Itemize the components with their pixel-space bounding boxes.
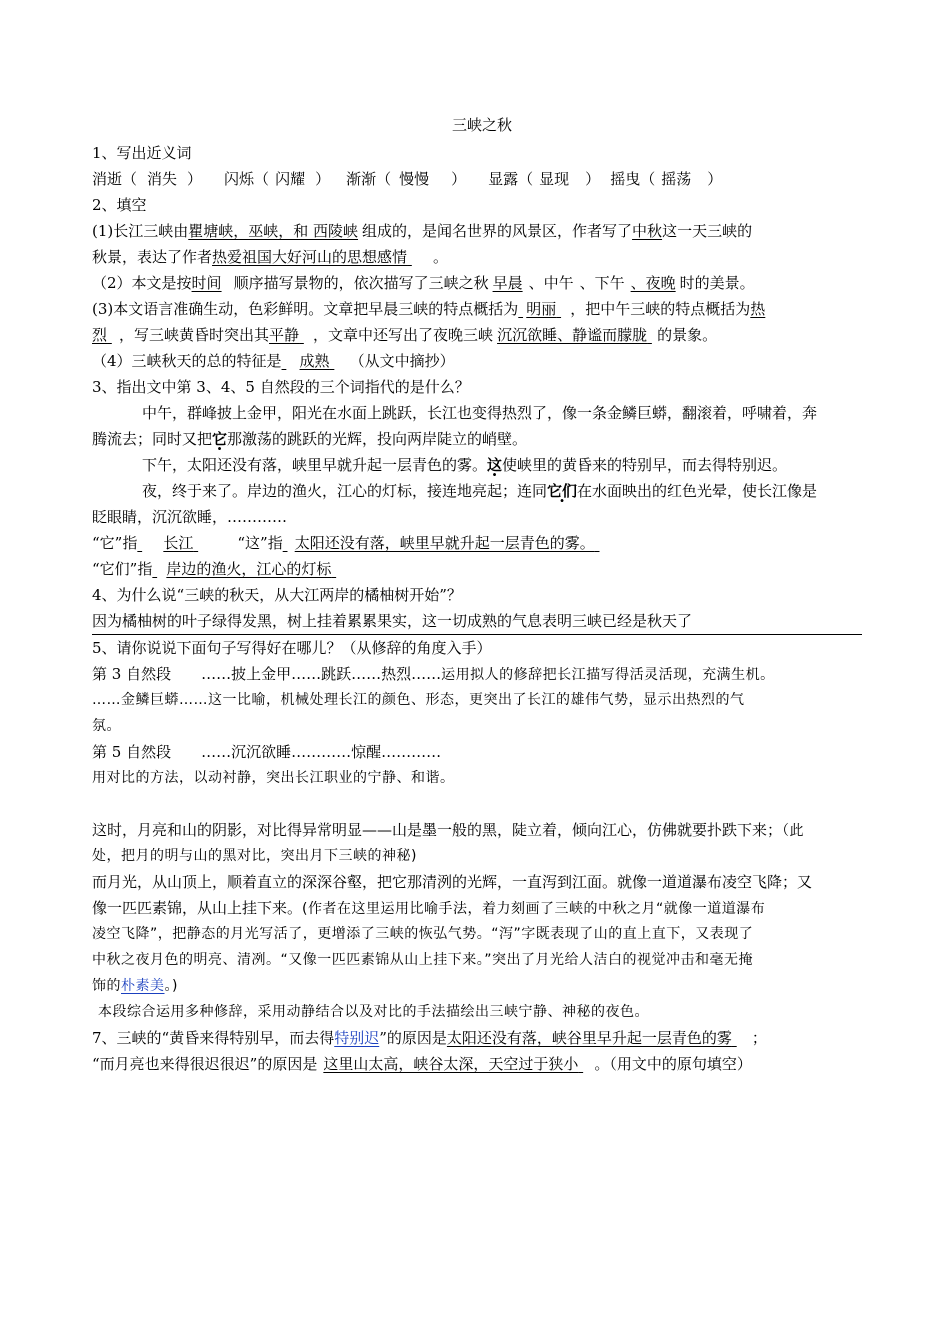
q6-line4 <box>92 895 872 921</box>
emphasis-word-it: 它 <box>212 430 228 448</box>
q3-para4 <box>92 452 872 478</box>
q2-item2 <box>92 270 872 296</box>
q4-heading: 4、为什么说“三峡的秋天，从大江两岸的橘柚树开始”？ <box>92 586 462 604</box>
worksheet <box>92 112 872 1077</box>
q2-item1-line2 <box>92 244 872 270</box>
q5-s2-note: 用对比的方法，以动衬静，突出长江职业的宁静、和谐。 <box>92 770 455 786</box>
q2-item3-line2 <box>92 322 872 348</box>
synonym-close: ） <box>707 170 723 188</box>
blank-pad <box>595 530 615 556</box>
highlighted-phrase[interactable]: 朴素美 <box>121 978 165 994</box>
synonym-close: ） <box>585 170 601 188</box>
q5-heading: 5、请你说说下面句子写得好在哪儿？（从修辞的角度入手） <box>92 639 492 657</box>
synonym-answer: 显现 <box>539 170 570 188</box>
q5-s1-line3: 氛。 <box>92 718 121 734</box>
answer-blank: 平静 <box>269 326 300 344</box>
synonym-word: 显露（ <box>488 170 534 188</box>
q2-item4 <box>92 348 872 374</box>
blank-pad <box>283 530 295 556</box>
blank-pad <box>152 556 166 582</box>
q5-s2-line1 <box>92 739 872 765</box>
synonym-answer: 消失 <box>147 170 178 188</box>
answer-blank: 长江 <box>163 534 194 552</box>
synonym-word: 闪烁（ <box>224 170 270 188</box>
q7-line2 <box>92 1051 872 1077</box>
q6-line1 <box>92 817 872 843</box>
text: 、中午 <box>528 274 574 292</box>
text: 顺序描写景物的，依次描写了三峡之秋 <box>233 274 489 292</box>
text: 像一匹匹素锦，从山上挂下来。 <box>92 899 303 917</box>
analysis-note: （此 <box>782 823 805 839</box>
q6-line5: 凌空飞降”，把静态的月光写活了，更增添了三峡的恢弘气势。“泻”字既表现了山的直上直下，又表现了 <box>92 926 754 942</box>
q6-line6: 中秋之夜月色的明亮、清冽。“又像一匹匹素锦从山上挂下来。”突出了月光给人洁白的视觉冲击和毫无掩 <box>92 952 754 968</box>
q2-heading: 2、填空 <box>92 196 147 214</box>
q2-item1-line1 <box>92 218 872 244</box>
analysis-note: (作者在这里运用比喻手法，着力刻画了三峡的中秋之月“就像一道道瀑布 <box>302 901 766 917</box>
answer-blank: 成熟 <box>299 352 330 370</box>
text: 。) <box>164 978 178 994</box>
q1-heading: 1、写出近义词 <box>92 144 192 162</box>
spacer <box>92 791 872 817</box>
blank-pad <box>732 1025 746 1051</box>
q1-synonyms <box>92 166 872 192</box>
paragraph-label: 第 5 自然段 <box>92 743 172 761</box>
quoted-phrase: ……沉沉欲睡…………惊醒………… <box>201 743 442 761</box>
q5-s1-line1 <box>92 661 872 687</box>
emphasis-word-they: 它们 <box>547 482 578 500</box>
blank-pad <box>193 530 217 556</box>
text: 这一天三峡的 <box>662 222 753 240</box>
q3-para3-line2 <box>92 426 872 452</box>
text: 7、三峡的“黄昏来得特别早，而去得 <box>92 1029 335 1047</box>
text: “它们”指 <box>92 560 153 578</box>
text: “而月亮也来得很迟很迟”的原因是 <box>92 1055 318 1073</box>
highlighted-phrase[interactable]: 特别迟 <box>334 1029 380 1047</box>
answer-blank: 岸边的渔火，江心的灯标 <box>166 560 332 578</box>
answer-blank: 明丽 <box>526 300 557 318</box>
synonym-close: ） <box>315 170 331 188</box>
answer-blank: 太阳还没有落，峡里早就升起一层青色的雾。 <box>294 534 595 552</box>
text: “它”指 <box>92 534 138 552</box>
text: ，写三峡黄昏时突出其 <box>119 326 270 344</box>
q4-answer: 因为橘柚树的叶子绿得发黑，树上挂着累累果实，这一切成熟的气息表明三峡已经是秋天了 <box>92 612 693 630</box>
q6-summary: 本段综合运用多种修辞，采用动静结合以及对比的手法描绘出三峡宁静、神秘的夜色。 <box>98 1004 649 1020</box>
blank-pad <box>407 244 433 270</box>
emphasis-word-this: 这 <box>487 456 503 474</box>
q3-answer2 <box>92 556 872 582</box>
synonym-word: 渐渐（ <box>346 170 392 188</box>
text: 。 <box>433 248 449 266</box>
text: 那激荡的跳跃的光辉，投向两岸陡立的峭壁。 <box>227 430 528 448</box>
text: 组成的，是闻名世界的风景区，作者写了 <box>362 222 633 240</box>
text: 下午，太阳还没有落，峡里早就升起一层青色的雾。 <box>142 456 488 474</box>
text: (1)长江三峡由 <box>92 222 189 240</box>
blank-pad <box>299 322 313 348</box>
text: ； <box>751 1029 767 1047</box>
blank-pad <box>556 296 570 322</box>
text: ”的原因是 <box>379 1029 447 1047</box>
answer-blank: 热 <box>750 300 766 318</box>
q3-para3-line1: 中午，群峰披上金甲，阳光在水面上跳跃，长江也变得热烈了，像一条金鳞巨蟒，翻滚着，呼啸着，奔 <box>142 404 818 422</box>
synonym-word: 摇曳（ <box>610 170 656 188</box>
answer-blank: 时间 <box>191 274 222 292</box>
text: （4）三峡秋天的总的特征是 <box>92 352 282 370</box>
text: 。（用文中的原句填空） <box>594 1055 752 1073</box>
q6-line3: 而月光，从山顶上，顺着直立的深深谷壑，把它那清洌的光辉，一直泻到江面。就像一道道瀑布凌空飞降；又 <box>92 873 813 891</box>
q3-heading: 3、指出文中第 3、4、5 自然段的三个词指代的是什么？ <box>92 378 470 396</box>
blank-pad <box>282 348 300 374</box>
text: （从文中摘抄） <box>349 352 455 370</box>
text: 饰的 <box>92 978 121 994</box>
blank-pad <box>578 1051 594 1077</box>
synonym-word: 消逝（ <box>92 170 138 188</box>
paragraph-label: 第 3 自然段 <box>92 665 172 683</box>
text: 时的美景。 <box>679 274 755 292</box>
q5-s1-line2: ……金鳞巨蟒……这一比喻，机械处理长江的颜色、形态，更突出了长江的雄伟气势，显示出热烈的气 <box>92 692 745 708</box>
blank-pad <box>137 530 163 556</box>
text: （2）本文是按 <box>92 274 192 292</box>
q3-para5-line2: 眨眼睛，沉沉欲睡，………… <box>92 508 288 526</box>
answer-blank: 热爱祖国大好河山的思想感情 <box>212 248 408 266</box>
q3-answer1 <box>92 530 872 556</box>
text: 、下午 <box>579 274 625 292</box>
synonym-answer: 闪耀 <box>275 170 306 188</box>
answer-blank: 早晨 <box>492 274 523 292</box>
analysis-note: 运用拟人的修辞把长江描写得活灵活现，充满生机。 <box>441 667 775 683</box>
text: 在水面映出的红色光晕，使长江像是 <box>577 482 818 500</box>
blank-pad <box>647 322 657 348</box>
synonym-close: ） <box>451 170 467 188</box>
synonym-close: ） <box>187 170 203 188</box>
answer-blank: 烈 <box>92 326 108 344</box>
answer-blank: 、夜晚 <box>630 274 676 292</box>
synonym-answer: 摇荡 <box>661 170 692 188</box>
text: ，把中午三峡的特点概括为 <box>570 300 751 318</box>
text: (3)本文语言准确生动，色彩鲜明。文章把早晨三峡的特点概括为 <box>92 300 519 318</box>
answer-blank: 中秋 <box>632 222 663 240</box>
quoted-phrase: ……披上金甲……跳跃……热烈…… <box>201 665 442 683</box>
q2-item3-line1 <box>92 296 872 322</box>
text: 这时，月亮和山的阴影，对比得异常明显——山是墨一般的黑，陡立着，倾向江心，仿佛就要扑跌下来； <box>92 821 783 839</box>
q3-para5-line1 <box>92 478 872 504</box>
text: 夜，终于来了。岸边的渔火，江心的灯标，接连地亮起；连同 <box>142 482 548 500</box>
text: 秋景，表达了作者 <box>92 248 213 266</box>
answer-blank: 这里山太高，峡谷太深，天空过于狭小 <box>323 1055 579 1073</box>
q6-line2: 处，把月的明与山的黑对比，突出月下三峡的神秘) <box>92 848 417 864</box>
q6-line7 <box>92 973 872 999</box>
text: 腾流去；同时又把 <box>92 430 213 448</box>
blank-pad <box>330 348 350 374</box>
q7-line1 <box>92 1025 872 1051</box>
text: “这”指 <box>237 534 283 552</box>
text: 使峡里的黄昏来的特别早，而去得特别迟。 <box>502 456 788 474</box>
text: 的景象。 <box>657 326 718 344</box>
page-title: 三峡之秋 <box>451 116 512 134</box>
synonym-answer: 慢慢 <box>399 170 430 188</box>
answer-blank: 太阳还没有落，峡谷里早升起一层青色的雾 <box>446 1029 732 1047</box>
blank-pad <box>331 556 351 582</box>
answer-blank: 沉沉欲睡、静谧而朦胧 <box>497 326 648 344</box>
answer-blank: 瞿塘峡，巫峡，和 西陵峡 <box>188 222 359 240</box>
blank-pad <box>107 322 119 348</box>
text: ，文章中还写出了夜晚三峡 <box>313 326 494 344</box>
